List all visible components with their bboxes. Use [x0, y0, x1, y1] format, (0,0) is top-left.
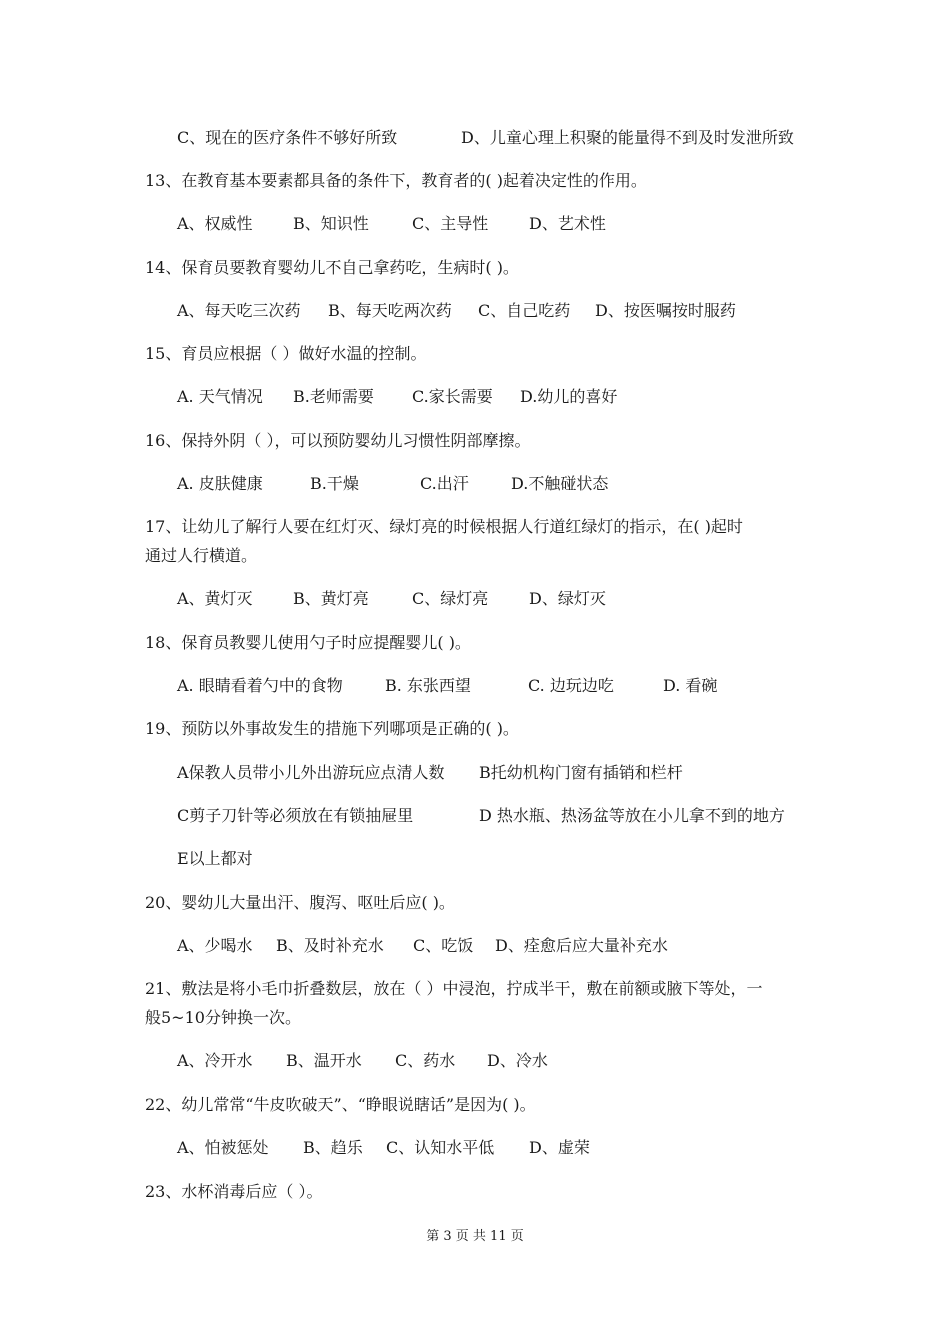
option: A、少喝水 [177, 936, 253, 955]
question-21-line-1: 21、敷法是将小毛巾折叠数层，放在（ ）中浸泡，拧成半干，敷在前额或腋下等处，一 [145, 979, 763, 998]
question-17-line-1: 17、让幼儿了解行人要在红灯灭、绿灯亮的时候根据人行道红绿灯的指示，在( )起时 [145, 517, 743, 536]
option: D. 看碗 [663, 676, 718, 695]
option: B. 东张西望 [385, 676, 471, 695]
option: C、认知水平低 [386, 1138, 495, 1157]
option: B、温开水 [286, 1051, 362, 1070]
option: D、虚荣 [529, 1138, 590, 1157]
option: D、按医嘱按时服药 [595, 301, 736, 320]
question-19-option-a: A保教人员带小儿外出游玩应点清人数 [177, 763, 445, 782]
option: D、痊愈后应大量补充水 [495, 936, 668, 955]
question-18: 18、保育员教婴儿使用勺子时应提醒婴儿( )。 [145, 633, 471, 652]
option: B.老师需要 [293, 387, 374, 406]
option: B、知识性 [293, 214, 369, 233]
question-19-option-c: C剪子刀针等必须放在有锁抽屉里 [177, 806, 414, 825]
question-15: 15、育员应根据（ ）做好水温的控制。 [145, 344, 427, 363]
question-19-option-b: B托幼机构门窗有插销和栏杆 [479, 763, 683, 782]
option: A、黄灯灭 [177, 589, 253, 608]
option: D.不触碰状态 [511, 474, 609, 493]
option: A、每天吃三次药 [177, 301, 301, 320]
option: C、吃饭 [413, 936, 474, 955]
option: C. 边玩边吃 [528, 676, 614, 695]
question-23: 23、水杯消毒后应（ ）。 [145, 1182, 323, 1201]
option: D、绿灯灭 [529, 589, 606, 608]
option: C、主导性 [412, 214, 489, 233]
q12-option-d: D、儿童心理上积聚的能量得不到及时发泄所致 [461, 128, 794, 147]
question-19-option-e: E以上都对 [177, 849, 253, 868]
option: A. 皮肤健康 [177, 474, 263, 493]
option: A. 天气情况 [177, 387, 263, 406]
option: A、怕被惩处 [177, 1138, 269, 1157]
question-19: 19、预防以外事故发生的措施下列哪项是正确的( )。 [145, 719, 519, 738]
q12-option-c: C、现在的医疗条件不够好所致 [177, 128, 398, 147]
question-14: 14、保育员要教育婴幼儿不自己拿药吃，生病时( )。 [145, 258, 519, 277]
option: B、黄灯亮 [293, 589, 369, 608]
option: A、权威性 [177, 214, 253, 233]
option: C、药水 [395, 1051, 456, 1070]
question-16: 16、保持外阴（ ），可以预防婴幼儿习惯性阴部摩擦。 [145, 431, 531, 450]
question-22: 22、幼儿常常“牛皮吹破天”、“睁眼说瞎话”是因为( )。 [145, 1095, 536, 1114]
option: B、趋乐 [303, 1138, 363, 1157]
option: B、每天吃两次药 [328, 301, 452, 320]
option: D、冷水 [487, 1051, 548, 1070]
option: B.干燥 [310, 474, 359, 493]
option: A. 眼睛看着勺中的食物 [177, 676, 343, 695]
question-13: 13、在教育基本要素都具备的条件下，教育者的( )起着决定性的作用。 [145, 171, 647, 190]
option: C、绿灯亮 [412, 589, 489, 608]
page-number-footer: 第 3 页 共 11 页 [426, 1229, 524, 1244]
option: D.幼儿的喜好 [520, 387, 618, 406]
option: B、及时补充水 [276, 936, 384, 955]
question-20: 20、婴幼儿大量出汗、腹泻、呕吐后应( )。 [145, 893, 455, 912]
question-17-line-2: 通过人行横道。 [145, 546, 258, 565]
option: C.出汗 [420, 474, 469, 493]
question-21-line-2: 般5~10分钟换一次。 [145, 1008, 301, 1027]
option: A、冷开水 [177, 1051, 253, 1070]
option: C.家长需要 [412, 387, 493, 406]
option: D、艺术性 [529, 214, 606, 233]
option: C、自己吃药 [478, 301, 571, 320]
question-19-option-d: D 热水瓶、热汤盆等放在小儿拿不到的地方 [479, 806, 785, 825]
